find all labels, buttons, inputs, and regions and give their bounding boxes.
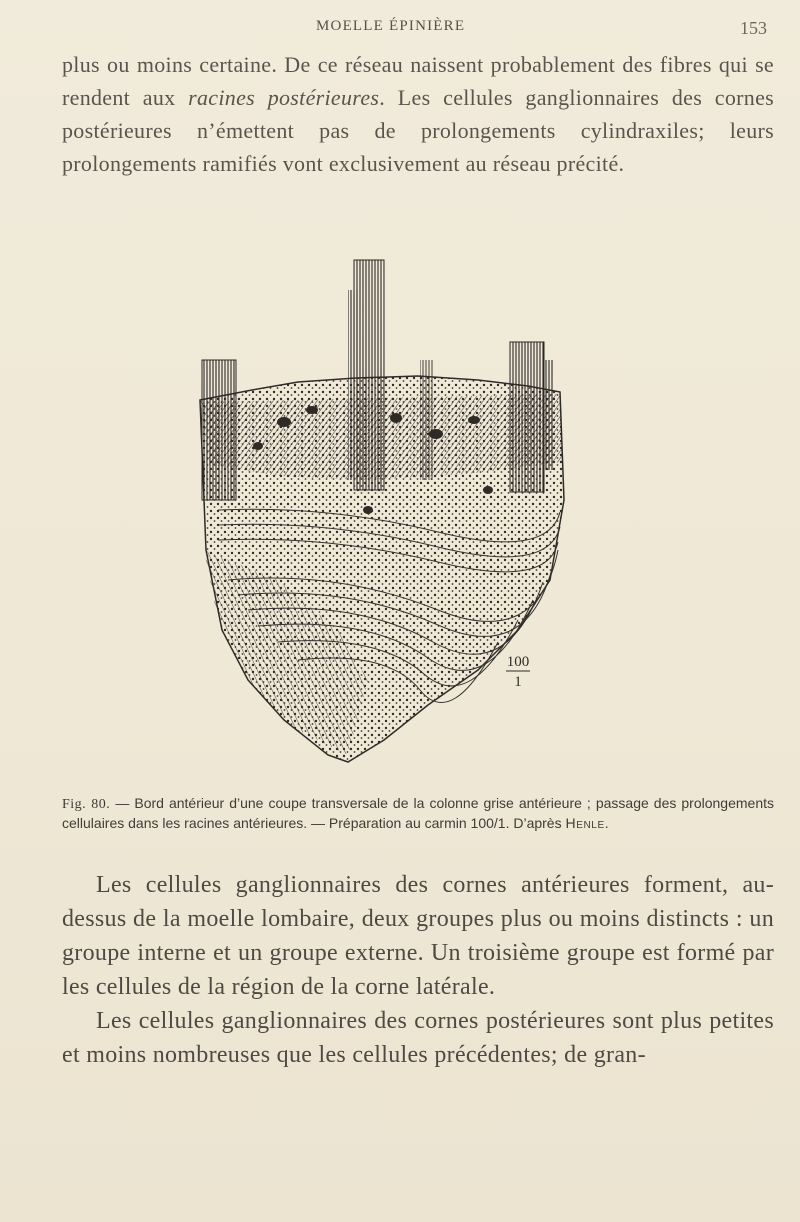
body-paragraph-1: Les cellules ganglionnaires des cornes antérieures forment, au-dessus de la moelle lombaire, deux groupes plus ou moins distincts : un groupe interne et un groupe externe. Un troisième groupe est formé par les cellules de la région de la corne latérale.: [62, 872, 774, 1000]
paragraph-top-italic: racines postérieures: [188, 85, 380, 110]
running-head: [0, 18, 800, 46]
figure-80-illustration: [188, 250, 588, 790]
running-title: MOELLE ÉPINIÈRE: [316, 18, 466, 34]
histology-engraving: [188, 250, 588, 790]
paragraph-top-text: [62, 48, 774, 180]
paragraph-top: [62, 48, 774, 180]
page-number: 153: [740, 18, 767, 38]
caption-text: — Bord antérieur d’une coupe transversale de la colonne grise antérieure ; passage des prolongements cellulaires dans les racines antérieures. — Préparation au carmin 100/1. D’après: [62, 795, 774, 831]
caption-label: Fig. 80.: [62, 797, 111, 812]
magnification-numerator: 100: [506, 654, 530, 670]
body-text: [62, 868, 774, 1072]
figure-caption: [62, 794, 774, 833]
paragraph-top-part-1: plus ou moins certaine. De ce réseau naissent probablement des fibres qui se rendent aux: [62, 52, 774, 110]
body-paragraph-2: Les cellules ganglionnaires des cornes postérieures sont plus petites et moins nombreuses que les cellules précédentes; de gran-: [62, 1008, 774, 1068]
paragraph-top-part-2: . Les cellules ganglionnaires des cornes postérieures n’émettent pas de prolongements cylindraxiles; leurs prolongements ramifiés vont exclusivement au réseau précité.: [62, 85, 774, 176]
caption-author: Henle.: [565, 815, 610, 831]
magnification-denominator: 1: [514, 674, 522, 690]
